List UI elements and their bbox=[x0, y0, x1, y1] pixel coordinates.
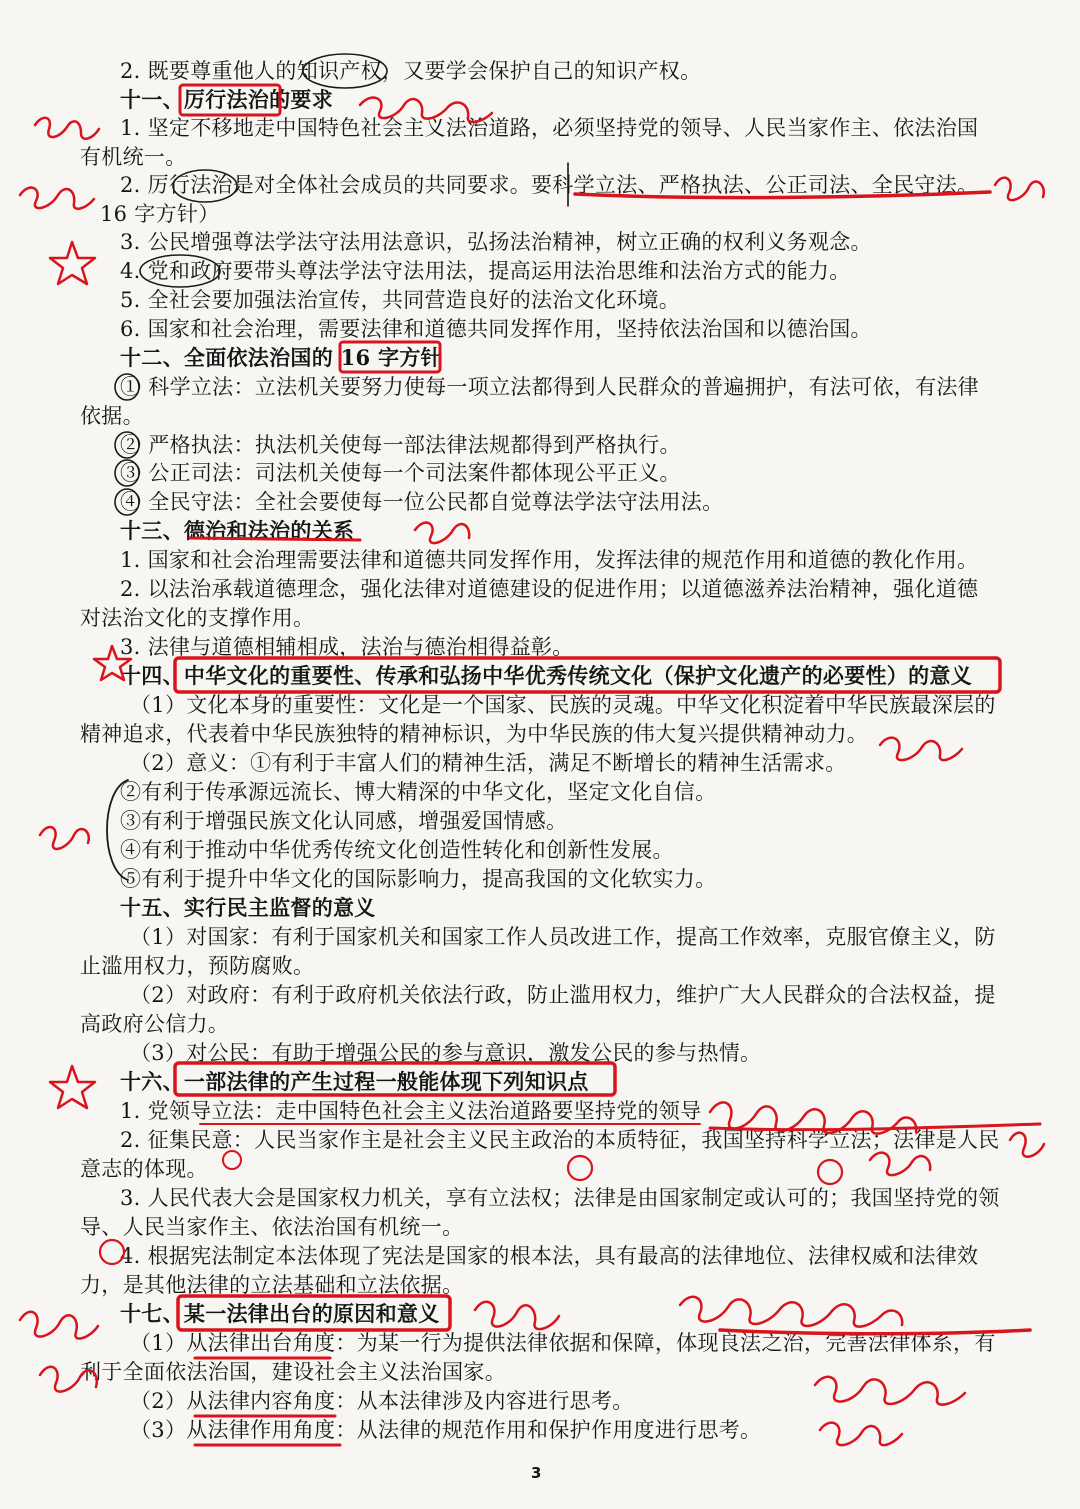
text-line: 4. 根据宪法制定本法体现了宪法是国家的根本法，具有最高的法律地位、法律权威和法律效 bbox=[120, 1244, 979, 1268]
text-line: ① 科学立法：立法机关要努力使每一项立法都得到人民群众的普遍拥护，有法可依，有法律 bbox=[120, 375, 979, 399]
text-line: ③有利于增强民族文化认同感，增强爱国情感。 bbox=[120, 809, 568, 833]
text-line: 2. 征集民意：人民当家作主是社会主义民主政治的本质特征，我国坚持科学立法；法律是人民 bbox=[120, 1128, 1000, 1152]
text-line: 精神追求，代表着中华民族独特的精神标识，为中华民族的伟大复兴提供精神动力。 bbox=[80, 722, 869, 746]
text-line: （1）文化本身的重要性：文化是一个国家、民族的灵魂。中华文化积淀着中华民族最深层的 bbox=[130, 693, 996, 717]
text-line: （1）从法律出台角度：为某一行为提供法律依据和保障，体现良法之治，完善法律体系，有 bbox=[130, 1331, 996, 1355]
section-heading-12: 十二、全面依法治国的 16 字方针 bbox=[120, 345, 442, 370]
text-line: （2）对政府：有利于政府机关依法行政，防止滥用权力，维护广大人民群众的合法权益，提 bbox=[130, 983, 996, 1007]
text-line: 力，是其他法律的立法基础和立法依据。 bbox=[80, 1273, 464, 1297]
text-line: 止滥用权力，预防腐败。 bbox=[80, 954, 315, 978]
section-heading-16: 十六、一部法律的产生过程一般能体现下列知识点 bbox=[120, 1069, 589, 1094]
text-line: 有机统一。 bbox=[80, 145, 187, 169]
margin-note-scribble bbox=[40, 827, 89, 849]
margin-note-scribble bbox=[20, 188, 94, 209]
text-line: ④有利于推动中华优秀传统文化创造性转化和创新性发展。 bbox=[120, 838, 674, 862]
text-line: （3）从法律作用角度：从法律的规范作用和保护作用度进行思考。 bbox=[130, 1418, 762, 1442]
text-line: 意志的体现。 bbox=[80, 1157, 208, 1181]
margin-note-scribble bbox=[820, 1423, 902, 1445]
margin-note-scribble bbox=[20, 1312, 98, 1339]
text-line: ②有利于传承源远流长、博大精深的中华文化，坚定文化自信。 bbox=[120, 780, 717, 804]
text-line: 3. 公民增强尊法学法守法用法意识，弘扬法治精神，树立正确的权利义务观念。 bbox=[120, 230, 872, 254]
text-line: 16 字方针） bbox=[100, 202, 220, 226]
star-mark bbox=[50, 242, 95, 284]
text-line: 1. 党领导立法：走中国特色社会主义法治道路要坚持党的领导 bbox=[120, 1099, 702, 1123]
text-line: 3. 人民代表大会是国家权力机关，享有立法权；法律是由国家制定或认可的；我国坚持党的领 bbox=[120, 1186, 1000, 1210]
text-line: 1. 国家和社会治理需要法律和道德共同发挥作用，发挥法律的规范作用和道德的教化作用。 bbox=[120, 548, 979, 572]
margin-note-scribble bbox=[415, 523, 469, 544]
text-line: 6. 国家和社会治理，需要法律和道德共同发挥作用，坚持依法治国和以德治国。 bbox=[120, 317, 872, 341]
text-line: 1. 坚定不移地走中国特色社会主义法治道路，必须坚持党的领导、人民当家作主、依法治国 bbox=[120, 116, 979, 140]
text-line: 2. 厉行法治是对全体社会成员的共同要求。要科学立法、严格执法、公正司法、全民守法。 bbox=[120, 173, 979, 197]
margin-note-scribble bbox=[475, 1302, 559, 1329]
margin-note-scribble bbox=[1010, 1133, 1044, 1157]
page-number: 3 bbox=[531, 1464, 542, 1482]
text-line: 5. 全社会要加强法治宣传，共同营造良好的法治文化环境。 bbox=[120, 288, 681, 312]
text-line: ④ 全民守法：全社会要使每一位公民都自觉尊法学法守法用法。 bbox=[120, 490, 724, 514]
section-heading-14: 十四、中华文化的重要性、传承和弘扬中华优秀传统文化（保护文化遗产的必要性）的意义 bbox=[120, 663, 972, 688]
text-line: 导、人民当家作主、依法治国有机统一。 bbox=[80, 1215, 464, 1239]
star-mark bbox=[50, 1066, 95, 1108]
text-line: ⑤有利于提升中华文化的国际影响力，提高我国的文化软实力。 bbox=[120, 867, 717, 891]
margin-note-scribble bbox=[815, 1377, 965, 1405]
text-line: 4. 党和政府要带头尊法学法守法用法，提高运用法治思维和法治方式的能力。 bbox=[120, 259, 851, 283]
section-heading-13: 十三、德治和法治的关系 bbox=[120, 518, 355, 543]
text-line: （2）意义：①有利于丰富人们的精神生活，满足不断增长的精神生活需求。 bbox=[130, 751, 847, 775]
margin-note-scribble bbox=[35, 118, 99, 139]
text-line: 对法治文化的支撑作用。 bbox=[80, 606, 315, 630]
text-line: （1）对国家：有利于国家机关和国家工作人员改进工作，提高工作效率，克服官僚主义，防 bbox=[130, 925, 996, 949]
text-line: ③ 公正司法：司法机关使每一个司法案件都体现公平正义。 bbox=[120, 461, 681, 485]
text-line: 依据。 bbox=[80, 404, 144, 428]
annotation-circle bbox=[818, 1160, 842, 1184]
margin-note-scribble bbox=[870, 1153, 930, 1175]
text-line: 利于全面依法治国，建设社会主义法治国家。 bbox=[80, 1360, 506, 1384]
text-line: 2. 既要尊重他人的知识产权，又要学会保护自己的知识产权。 bbox=[120, 59, 702, 83]
text-line: 高政府公信力。 bbox=[80, 1012, 230, 1036]
text-line: ② 严格执法：执法机关使每一部法律法规都得到严格执行。 bbox=[120, 433, 681, 457]
text-line: （2）从法律内容角度：从本法律涉及内容进行思考。 bbox=[130, 1389, 634, 1413]
margin-note-scribble bbox=[880, 738, 962, 760]
section-heading-17: 十七、某一法律出台的原因和意义 bbox=[120, 1301, 440, 1326]
annotation-circle bbox=[568, 1156, 592, 1180]
margin-note-scribble bbox=[680, 1297, 902, 1327]
text-line: 2. 以法治承载道德理念，强化法律对道德建设的促进作用；以道德滋养法治精神，强化道德 bbox=[120, 577, 979, 601]
margin-note-scribble bbox=[995, 178, 1044, 200]
section-heading-11: 十一、厉行法治的要求 bbox=[120, 87, 333, 112]
text-line: 3. 法律与道德相辅相成，法治与德治相得益彰。 bbox=[120, 635, 574, 659]
section-heading-15: 十五、实行民主监督的意义 bbox=[120, 895, 376, 920]
text-line: （3）对公民：有助于增强公民的参与意识，激发公民的参与热情。 bbox=[130, 1041, 762, 1065]
